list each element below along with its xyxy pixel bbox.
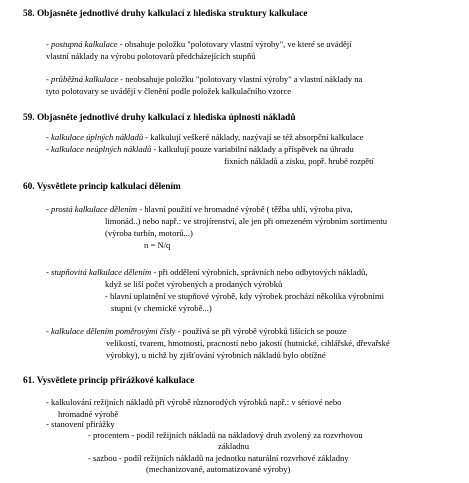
s60-p1-line1: - prostá kalkulace dělením - hlavní použití ve hromadné výrobě ( těžba uhlí, výroba piva, xyxy=(46,204,353,214)
term-uplnych: kalkulace úplných nákladů xyxy=(51,132,144,142)
s60-formula: n = N/q xyxy=(144,240,171,250)
section-59-heading: 59. Objasněte jednotlivé druhy kalkulací z hlediska úplnosti nákladů xyxy=(23,113,296,123)
s60-p3-line1: - kalkulace dělením poměrovými čísly - používá se při výrobě výrobků lišících se pouze xyxy=(46,326,347,336)
s60-p2-line1: - stupňovitá kalkulace dělením - při oddělení výrobních, správních nebo odbytových nákladů, xyxy=(46,267,368,277)
s60-p2-bullet2: stupni (v chemické výrobě...) xyxy=(111,303,212,313)
s60-p1-line3: (výroba turbín, motorů...) xyxy=(105,228,193,238)
s61-item2: - stanovení přirážky xyxy=(46,419,115,429)
s60-p3-line3: výrobky), u nichž by zjišťování výrobních nákladů bylo obtížné xyxy=(106,350,326,360)
term-prosta: prostá kalkulace dělením xyxy=(51,204,138,214)
s58-p1-line1: - postupná kalkulace - obsahuje položku "polotovary vlastní výroby", ve které se uvádějí xyxy=(46,39,352,49)
s58-p2-line2: tyto polotovary se uvádějí v členění podle položek kalkulačního vzorce xyxy=(46,86,292,96)
s60-p2-line2: když se liší počet výrobených a prodaných výrobků xyxy=(105,279,283,289)
term-pomerovymi: kalkulace dělením poměrovými čísly xyxy=(51,326,176,336)
s60-p2-bullet: - hlavní uplatnění ve stupňové výrobě, kdy výrobek prochází několika výrobními xyxy=(105,291,384,301)
s60-p3-line2: velikostí, tvarem, hmotností, pracností nebo jakostí (hutnické, cihlářské, dřevařské xyxy=(106,338,390,348)
term-prubezna: průběžná kalkulace xyxy=(51,74,119,84)
s61-sub1: - procentem - podíl režijních nákladů na nákladový druh zvolený za rozvrhovou xyxy=(88,430,363,440)
s61-sub1b: základnu xyxy=(218,441,250,451)
section-60-heading: 60. Vysvětlete princip kalkulací dělením xyxy=(23,182,181,192)
section-61-heading: 61. Vysvětlete princip přirážkové kalkulace xyxy=(23,376,195,386)
s59-p2-line1: - kalkulace neúplných nákladů - kalkulují pouze variabilní náklady a příspěvek na úhradu xyxy=(46,144,354,154)
s61-item1b: hromadné výrobě xyxy=(58,409,119,419)
s60-p1-line2: limonád..) nebo např.: ve strojírenství, ale jen při omezeném výrobním sortimentu xyxy=(105,216,388,226)
s61-sub2b: (mechanizované, automatizované výroby) xyxy=(146,464,291,474)
section-58-heading: 58. Objasněte jednotlivé druhy kalkulací z hlediska struktury kalkulace xyxy=(23,9,308,19)
s59-p2-line2: fixních nákladů a zisku, popř. hrubé rozpětí xyxy=(224,156,374,166)
term-postupna: postupná kalkulace xyxy=(51,39,118,49)
term-stupnovita: stupňovitá kalkulace dělením xyxy=(51,267,152,277)
s61-sub2: - sazbou - podíl režijních nákladů na jednotku naturální rozvrhové základny xyxy=(88,453,349,463)
s58-p2-line1: - průběžná kalkulace - neobsahuje položku "polotovary vlastní výroby" a vlastní náklady na xyxy=(46,74,363,84)
s61-item1: - kalkulování režijních nákladů při výrobě různorodých výrobků např.: v sériové nebo xyxy=(46,397,342,407)
s59-p1-line1: - kalkulace úplných nákladů - kalkulují veškeré náklady, nazývají se též absorpční kalkulace xyxy=(46,132,364,142)
term-neuplnych: kalkulace neúplných nákladů xyxy=(51,144,152,154)
s58-p1-line2: vlastní náklady na výrobu polotovarů předcházejících stupňů xyxy=(46,51,256,61)
